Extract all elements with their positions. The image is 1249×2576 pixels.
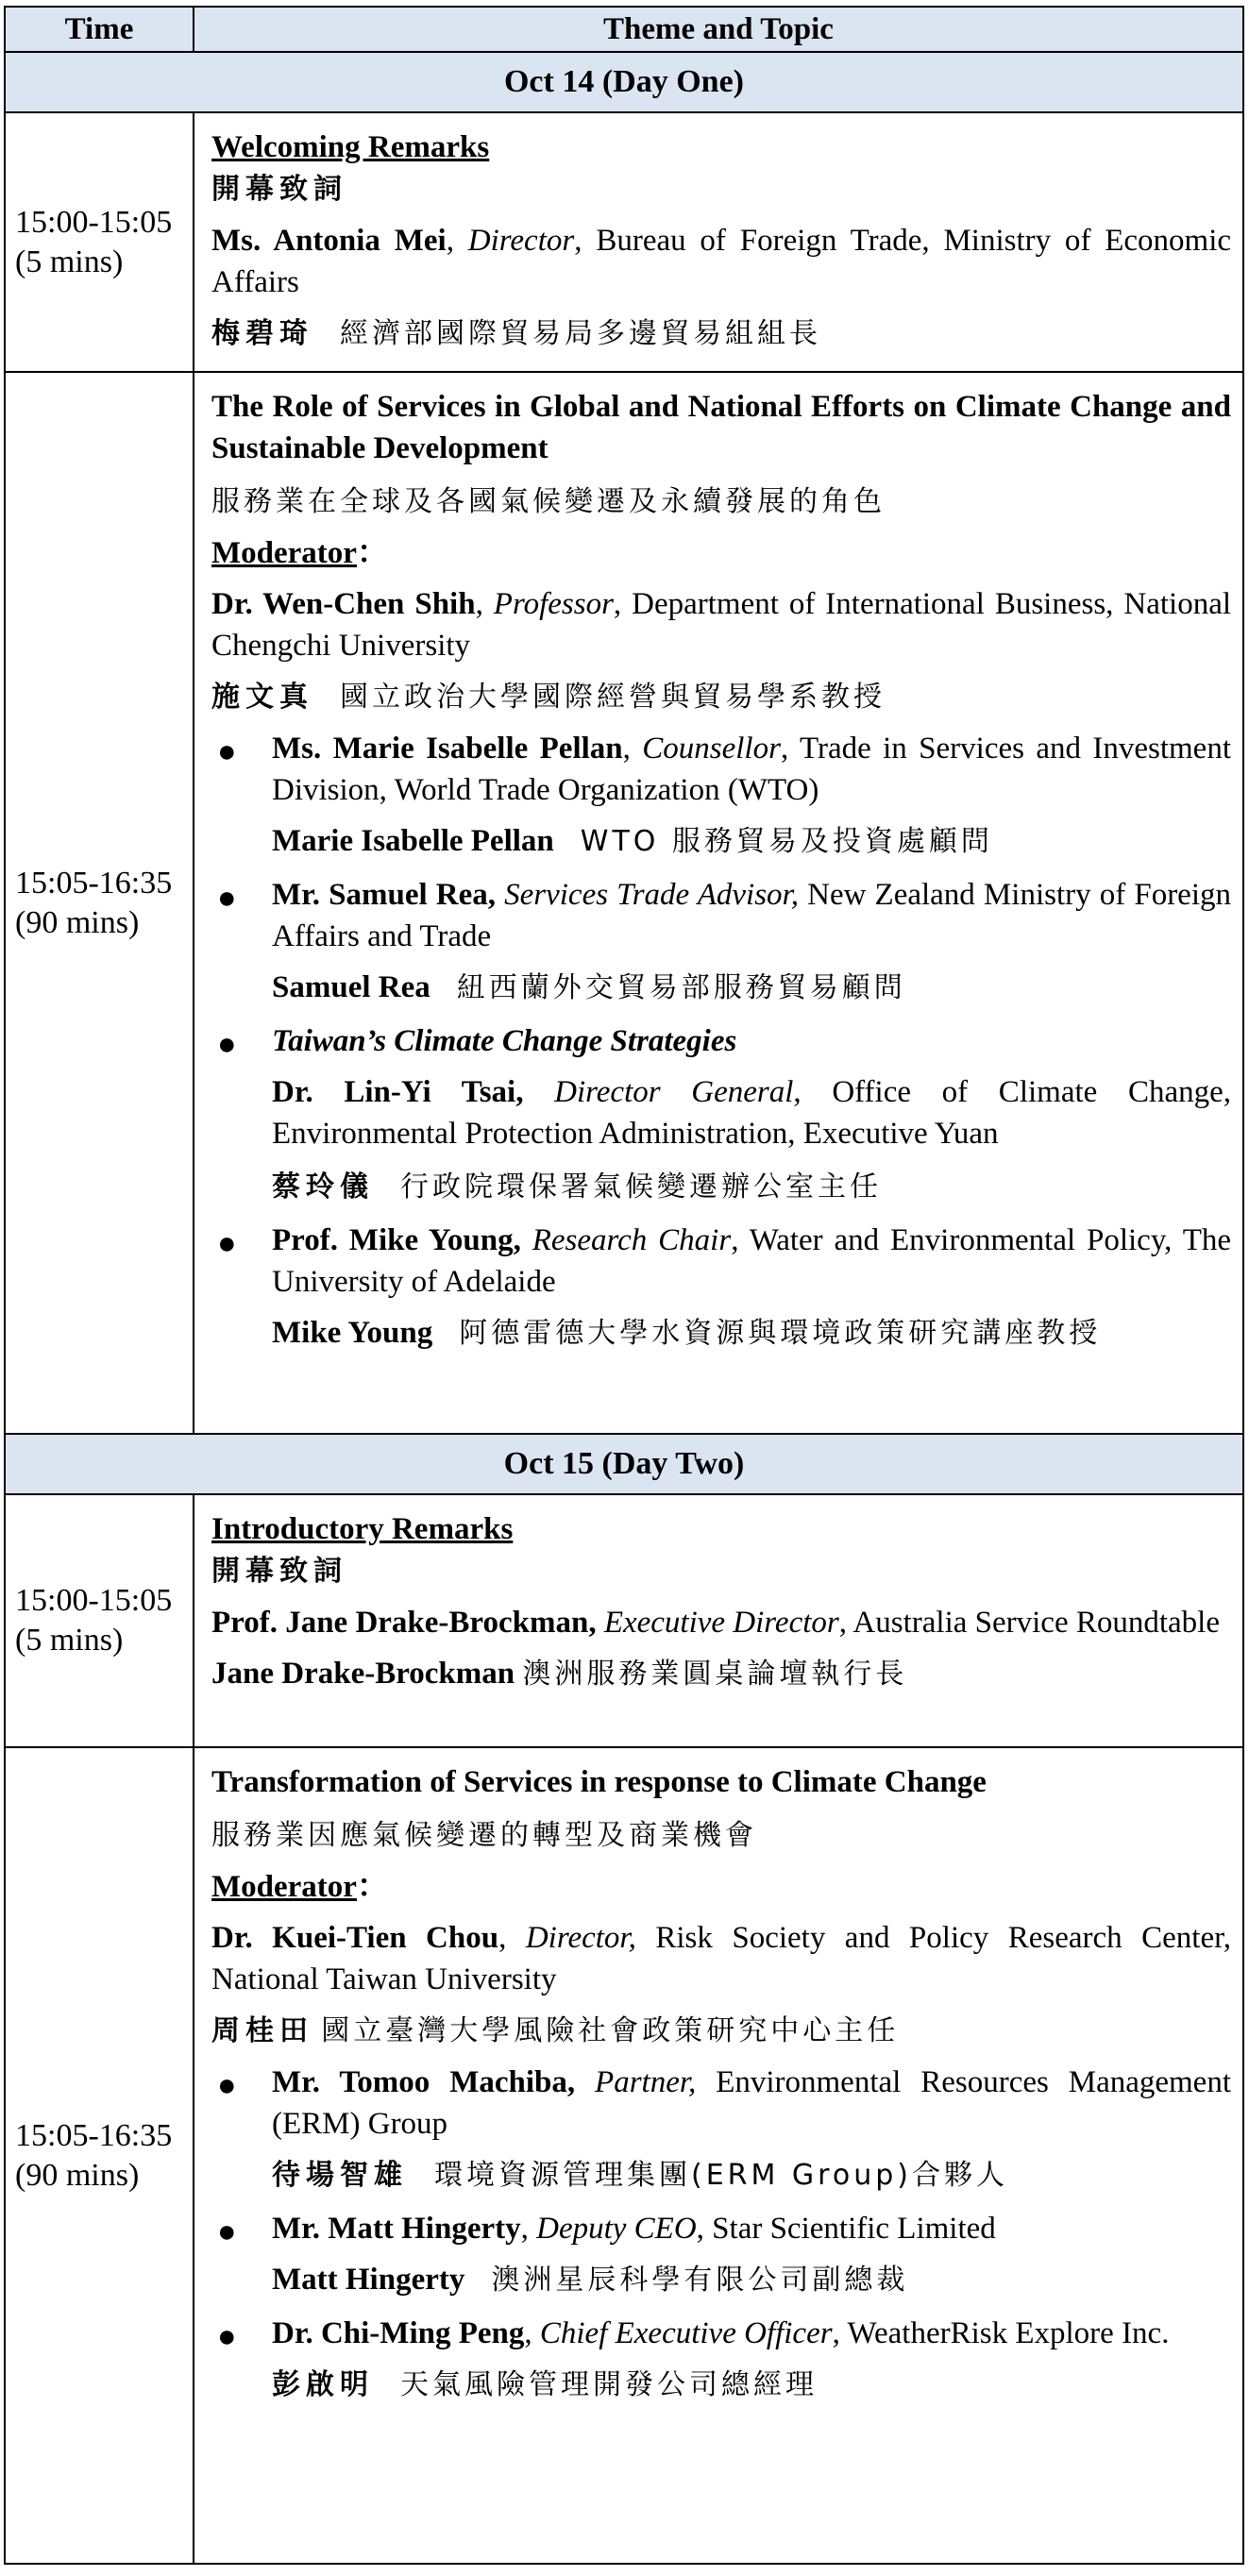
- speaker-name: Ms. Antonia Mei: [211, 224, 447, 258]
- speaker-name: Mr. Matt Hingerty: [272, 2212, 521, 2246]
- speaker-alt-name: Matt Hingerty: [272, 2263, 465, 2297]
- session-title: Introductory Remarks: [211, 1512, 514, 1546]
- speaker-alt-name: 彭啟明: [272, 2368, 374, 2401]
- speaker-alt-title: 澳洲服務業圓桌論壇執行長: [522, 1658, 908, 1691]
- day-two-row: [5, 1434, 1243, 1494]
- time-cell: [5, 112, 194, 372]
- speaker-item: ● Prof. Mike Young, Research Chair, Water and Environmental Policy, The University of Adelaide: [217, 1223, 1231, 1299]
- day-one-row: [5, 52, 1243, 112]
- speaker-alt-title: 環境資源管理集團(ERM Group)合夥人: [434, 2159, 1008, 2192]
- speaker-role: Services Trade Advisor,: [504, 878, 799, 912]
- time-range: 15:05-16:35: [15, 2117, 173, 2153]
- agenda-row-welcome: [5, 112, 1243, 372]
- speaker-item: ● Dr. Chi-Ming Peng, Chief Executive Officer, WeatherRisk Explore Inc.: [211, 2313, 1231, 2354]
- speaker-item: ● Ms. Marie Isabelle Pellan, Counsellor, Trade in Services and Investment Division, World Trade Organization (WTO): [217, 732, 1231, 807]
- time-range: 15:05-16:35: [15, 865, 173, 901]
- day-two-label: Oct 15 (Day Two): [5, 1434, 1243, 1494]
- topic-cell: Transformation of Services in response to Climate Change 服務業因應氣候變遷的轉型及商業機會 Moderator： Dr. Kuei-Tien Chou, Director, Risk Society and Policy Research Center, National Taiwan University 周桂田 國立臺灣大學風險社會政策研究中心主任 ● Mr. Tomoo Machiba, Partner, Environmental Resources Management (ERM) Group 待場智雄 環境資源管理集團(ERM Group)合夥人 ● Mr. Matt Hingerty, Deputy CEO, Star Scientific Limited Matt Hingerty 澳洲星辰科學有限公司副總裁 ● Dr. Chi-Ming Peng, Chief Executive Officer, WeatherRisk Explore Inc. 彭啟明 天氣風險管理開發公司總經理: [194, 1747, 1243, 2564]
- moderator-role: Director,: [525, 1921, 636, 1955]
- header-row: [5, 7, 1243, 52]
- speaker-alt-title: WTO 服務貿易及投資處顧問: [580, 825, 993, 858]
- speaker-name: Mr. Tomoo Machiba,: [272, 2065, 576, 2099]
- speaker-role: Director General: [554, 1075, 794, 1109]
- speaker-role: Research Chair: [532, 1223, 732, 1257]
- speaker-item: [211, 874, 1231, 957]
- speaker-alt-name: Marie Isabelle Pellan: [272, 824, 554, 858]
- duration: (5 mins): [15, 1623, 124, 1658]
- time-cell: [5, 372, 194, 1434]
- speaker-role: Director: [467, 224, 575, 258]
- speaker-org: WeatherRisk Explore Inc.: [847, 2316, 1170, 2350]
- speaker-name: Mr. Samuel Rea,: [272, 878, 496, 912]
- session-title-zh: 服務業因應氣候變遷的轉型及商業機會: [211, 1819, 757, 1852]
- moderator-org: Risk Society and Policy Research Center, National Taiwan University: [211, 1921, 1232, 1996]
- moderator-heading: Moderator：: [211, 1870, 388, 1904]
- duration: (5 mins): [15, 244, 124, 279]
- speaker-role: Executive Director: [603, 1606, 839, 1640]
- time-column-header: Time: [5, 7, 194, 52]
- agenda-row-session-1: [5, 372, 1243, 1434]
- moderator-role: Professor: [493, 587, 614, 621]
- topic-item: [211, 1020, 1231, 1062]
- topic-cell: Welcoming Remarks 開幕致詞 Ms. Antonia Mei, Director, Bureau of Foreign Trade, Ministry of Economic Affairs 梅碧琦 經濟部國際貿易局多邊貿易組組長: [194, 112, 1243, 372]
- speaker-org: Office of Climate Change, Environmental Protection Administration, Executive Yuan: [272, 1075, 1232, 1151]
- speaker-alt-title: 天氣風險管理開發公司總經理: [400, 2368, 818, 2401]
- speaker-org: Star Scientific Limited: [712, 2212, 996, 2246]
- session-title: Welcoming Remarks: [211, 130, 490, 164]
- speaker-org: Bureau of Foreign Trade, Ministry of Economic Affairs: [211, 224, 1232, 299]
- speaker-name: Dr. Lin-Yi Tsai,: [272, 1075, 524, 1109]
- speaker-alt-title: 澳洲星辰科學有限公司副總裁: [491, 2264, 909, 2297]
- moderator-name: Dr. Wen-Chen Shih: [211, 587, 476, 621]
- speaker-role: Counsellor: [642, 732, 781, 766]
- bullet-icon: ●: [217, 734, 237, 769]
- moderator-heading: Moderator：: [211, 536, 388, 570]
- speaker-org: Water and Environmental Policy, The University of Adelaide: [272, 1223, 1231, 1299]
- time-range: 15:00-15:05: [15, 204, 173, 240]
- speaker-name: Dr. Chi-Ming Peng: [272, 2316, 525, 2350]
- session-title-zh: 開幕致詞: [211, 173, 347, 206]
- speaker-org: Trade in Services and Investment Division, World Trade Organization (WTO): [272, 732, 1231, 807]
- agenda-row-intro: [5, 1494, 1243, 1747]
- speaker-zh-name: 梅碧琦: [211, 317, 313, 350]
- time-cell: [5, 1747, 194, 2564]
- speaker-alt-title: 紐西蘭外交貿易部服務貿易顧問: [456, 971, 906, 1004]
- speaker-org: Environmental Resources Management (ERM) Group: [272, 2065, 1232, 2141]
- speaker-org: Australia Service Roundtable: [852, 1606, 1220, 1640]
- duration: (90 mins): [15, 2157, 140, 2193]
- speaker-role: Partner,: [595, 2065, 697, 2099]
- speaker-item: [211, 2062, 1231, 2145]
- session-title-zh: 開幕致詞: [211, 1555, 347, 1588]
- bullet-icon: ●: [217, 2214, 237, 2249]
- speaker-alt-name: Mike Young: [272, 1316, 433, 1350]
- moderator-zh-title: 國立政治大學國際經營與貿易學系教授: [340, 681, 886, 714]
- time-range: 15:00-15:05: [15, 1583, 173, 1618]
- speaker-org: New Zealand Ministry of Foreign Affairs and Trade: [272, 878, 1231, 953]
- day-one-label: Oct 14 (Day One): [5, 52, 1243, 112]
- speaker-name: Ms. Marie Isabelle Pellan: [272, 732, 623, 766]
- session-title: Transformation of Services in response to Climate Change: [211, 1765, 987, 1799]
- theme-column-header: Theme and Topic: [194, 7, 1243, 52]
- moderator-zh-title: 國立臺灣大學風險社會政策研究中心主任: [321, 2014, 900, 2047]
- speaker-alt-name: 蔡玲儀: [272, 1170, 374, 1204]
- agenda-row-session-2: [5, 1747, 1243, 2564]
- speaker-name: Prof. Jane Drake-Brockman,: [211, 1606, 597, 1640]
- session-title: The Role of Services in Global and National Efforts on Climate Change and Sustainable Development: [211, 390, 1231, 465]
- agenda-table: [4, 6, 1244, 2565]
- speaker-name: Prof. Mike Young,: [272, 1223, 521, 1257]
- session-title-zh: 服務業在全球及各國氣候變遷及永續發展的角色: [211, 485, 886, 518]
- moderator-zh-name: 周桂田: [211, 2014, 313, 2047]
- bullet-icon: ●: [217, 2319, 237, 2354]
- topic-cell: Introductory Remarks 開幕致詞 Prof. Jane Drake-Brockman, Executive Director, Australia Service Roundtable Jane Drake-Brockman 澳洲服務業圓桌論壇執行長: [194, 1494, 1243, 1747]
- speaker-zh-title: 經濟部國際貿易局多邊貿易組組長: [340, 317, 821, 350]
- topic-cell: The Role of Services in Global and National Efforts on Climate Change and Sustainable Development 服務業在全球及各國氣候變遷及永續發展的角色 Moderator： Dr. Wen-Chen Shih, Professor, Department of International Business, National Chengchi University 施文真 國立政治大學國際經營與貿易學系教授 ● Ms. Marie Isabelle Pellan, Counsellor, Trade in Services and Investment Division, World Trade Organization (WTO) Marie Isabelle Pellan WTO 服務貿易及投資處顧問 ● Mr. Samuel Rea, Services Trade Advisor, New Zealand Ministry of Foreign Affairs and Trade Samuel Rea 紐西蘭外交貿易部服務貿易顧問 ● Taiwan’s Climate Change Strategies Dr. Lin-Yi Tsai, Director General, Office of Climate Change, Environmental Protection Administration, Executive Yuan 蔡玲儀 行政院環保署氣候變遷辦公室主任 ● Prof. Mike Young, Research Chair, Water and Environmental Policy, The University of Adelaide Mike Young 阿德雷德大學水資源與環境政策研究講座教授: [194, 372, 1243, 1434]
- bullet-icon: ●: [217, 2068, 237, 2103]
- speaker-role: Deputy CEO: [536, 2212, 697, 2246]
- moderator-name: Dr. Kuei-Tien Chou: [211, 1921, 499, 1955]
- speaker-alt-name: Jane Drake-Brockman: [211, 1657, 515, 1691]
- sub-topic-title: Taiwan’s Climate Change Strategies: [272, 1024, 737, 1058]
- bullet-icon: ●: [217, 1226, 237, 1261]
- speaker-item: ● Mr. Matt Hingerty, Deputy CEO, Star Scientific Limited: [211, 2208, 1231, 2249]
- bullet-icon: ●: [217, 881, 237, 916]
- speaker-alt-name: Samuel Rea: [272, 970, 430, 1004]
- moderator-org: Department of International Business, National Chengchi University: [211, 587, 1232, 663]
- time-cell: [5, 1494, 194, 1747]
- bullet-icon: ●: [217, 1027, 237, 1062]
- duration: (90 mins): [15, 904, 140, 940]
- moderator-zh-name: 施文真: [211, 681, 313, 714]
- speaker-alt-name: 待場智雄: [272, 2159, 408, 2192]
- speaker-alt-title: 阿德雷德大學水資源與環境政策研究講座教授: [459, 1317, 1102, 1350]
- speaker-alt-title: 行政院環保署氣候變遷辦公室主任: [400, 1170, 882, 1204]
- speaker-role: Chief Executive Officer: [539, 2316, 833, 2350]
